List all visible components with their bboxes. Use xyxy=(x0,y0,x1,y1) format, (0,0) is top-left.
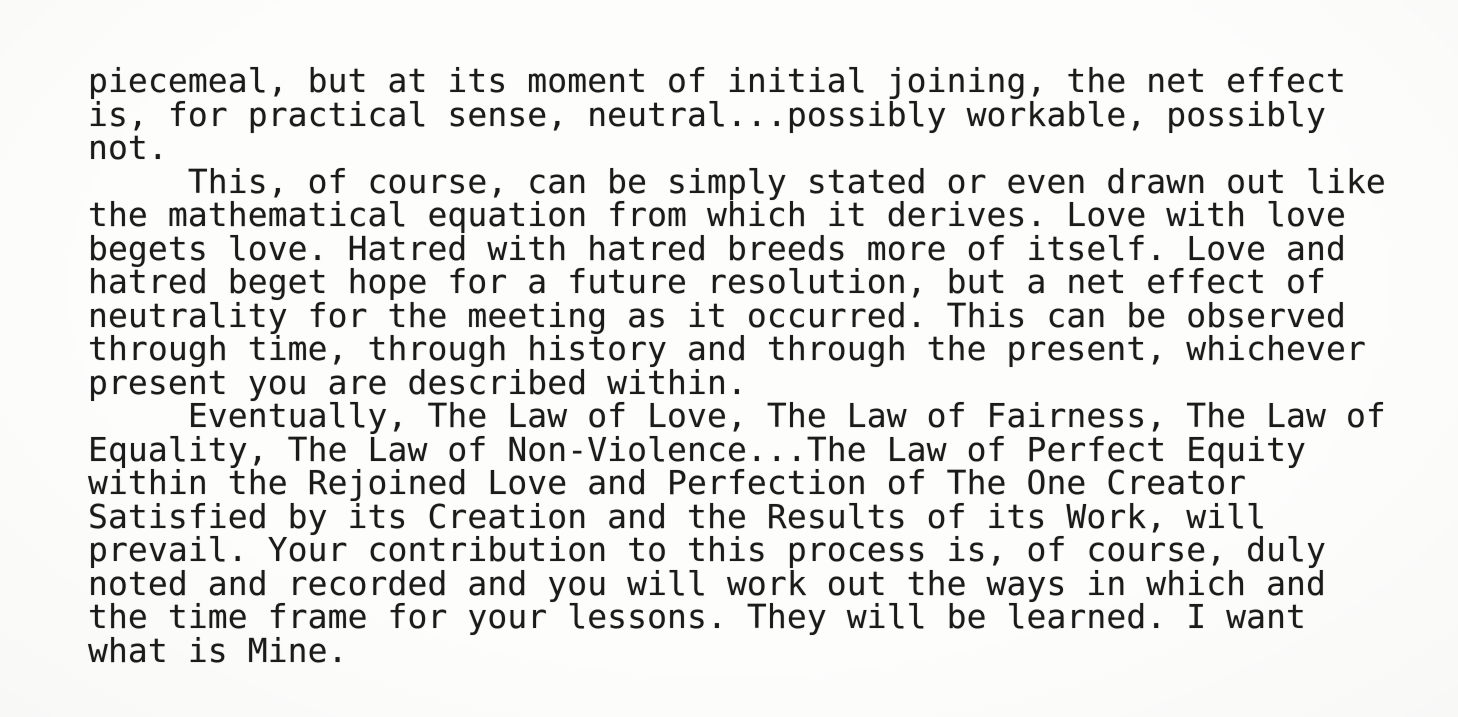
text-line: the time frame for your lessons. They will be learned. I want xyxy=(88,597,1307,636)
text-line: Satisfied by its Creation and the Results of its Work, will xyxy=(88,496,1267,536)
text-line: piecemeal, but at its moment of initial joining, the net effect xyxy=(88,61,1346,100)
text-line: begets love. Hatred with hatred breeds more of itself. Love and xyxy=(88,228,1346,268)
text-line: not. xyxy=(88,128,168,167)
text-line: prevail. Your contribution to this process is, of course, duly xyxy=(88,530,1326,569)
text-line: through time, through history and through the present, whichever xyxy=(88,329,1366,368)
text-line: noted and recorded and you will work out the ways in which and xyxy=(88,563,1326,603)
text-line: the mathematical equation from which it derives. Love with love xyxy=(88,195,1346,234)
text-line: what is Mine. xyxy=(88,630,348,670)
text-line: Equality, The Law of Non-Violence...The Law of Perfect Equity xyxy=(88,429,1307,469)
text-line: is, for practical sense, neutral...possibly workable, possibly xyxy=(88,94,1326,134)
text-line: neutrality for the meeting as it occurred. This can be observed xyxy=(88,295,1346,335)
text-line: present you are described within. xyxy=(88,362,747,402)
text-line: within the Rejoined Love and Perfection of The One Creator xyxy=(88,463,1247,502)
text-line: Eventually, The Law of Love, The Law of Fairness, The Law of xyxy=(88,396,1386,435)
text-line: This, of course, can be simply stated or even drawn out like xyxy=(88,161,1386,201)
typewritten-text-block xyxy=(88,61,1428,670)
text-line: hatred beget hope for a future resolution, but a net effect of xyxy=(88,262,1326,301)
